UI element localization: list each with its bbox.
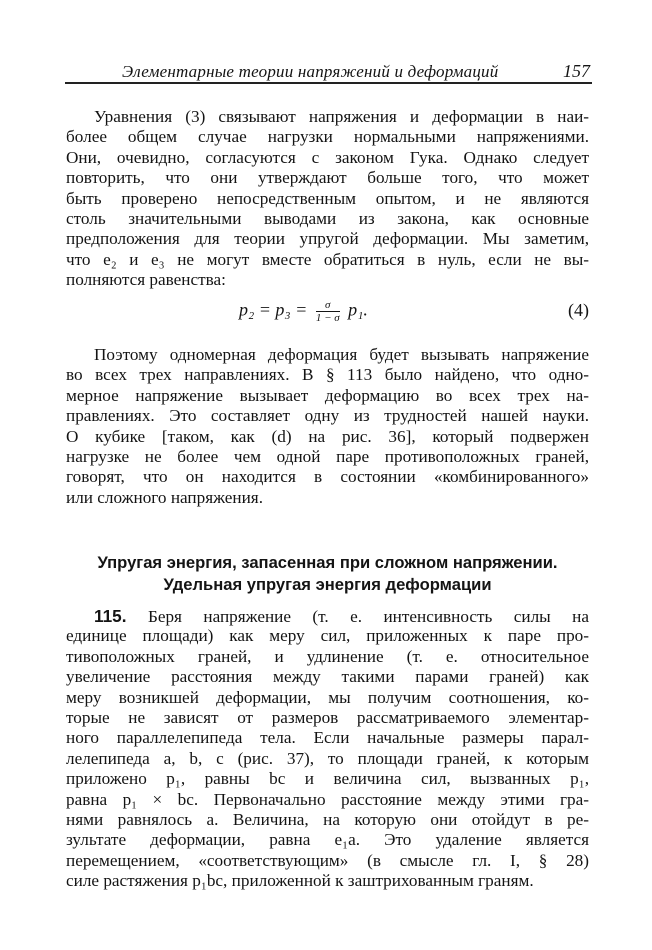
text-line: или сложного напряжения. [66,487,263,507]
text-line: мерное напряжение вызывает деформацию во всех трех на- [66,385,589,405]
heading-line: Удельная упругая энергия деформации [163,575,492,594]
text-line: нями равнялось a. Величина, на которую они отойдут в ре- [66,809,589,829]
section-number: 115. [94,606,127,626]
text-line: приложено p₁, равны bc и величина сил, вызванных p₁, [66,769,589,789]
text-line: Они, очевидно, согласуются с законом Гука. Однако следует [66,147,589,167]
text-line: О кубике [таком, как (d) на рис. 36], который подвержен [66,426,589,446]
fraction-denominator: 1 − σ [315,312,340,324]
equation-number: (4) [568,300,589,320]
text-line: увеличение расстояния между такими парами граней) как [66,667,589,687]
text-line: что e₂ и e₃ не могут вместе обратиться в нуль, если не вы- [66,249,589,269]
running-title: Элементарные теории напряжений и деформаций [122,62,499,81]
equation-4 [66,294,589,332]
text-line: быть проверено непосредственным опытом, и не являются [66,188,589,208]
text-line: нагрузке не более чем одной паре противоположных граней, [66,446,589,466]
paragraph-2 [66,345,589,508]
text-line: говорят, что он находится в состоянии «комбинированного» [66,467,589,487]
equation-fraction [316,299,340,324]
text-line: перемещением, «соответствующим» (в смысле гл. I, § 28) [66,850,589,870]
text-line: Уравнения (3) связывают напряжения и деформации в наи- [94,107,589,126]
equation-lhs: p₂ = p₃ = [239,299,308,320]
text-line: тивоположных граней, и удлинение (т. е. относительное [66,646,589,666]
text-line: предположения для теории упругой деформации. Мы заметим, [66,229,589,249]
text-line: меру возникшей деформации, мы получим соотношения, ко- [66,687,589,707]
text-line: силе растяжения p₁bc, приложенной к заштрихованным граням. [66,871,534,891]
text-line: более общем случае нагрузки нормальными напряжениями. [66,127,589,147]
text-line-content: Беря напряжение (т. е. интенсивность силы на [147,607,589,626]
text-line: торые не зависят от размеров рассматриваемого элементар- [66,707,589,727]
page-number: 157 [563,61,590,81]
text-line: полняются равенства: [66,270,226,290]
text-line: Поэтому одномерная деформация будет вызывать напряжение [94,345,589,364]
equation-rhs: p₁. [348,299,368,320]
heading-line: Упругая энергия, запасенная при сложном напряжении. [97,553,558,572]
fraction-numerator: σ [316,299,340,312]
text-line: зультате деформации, равна e₁a. Это удаление является [66,830,589,850]
section-heading [66,552,589,596]
text-line: единице площади) как меру сил, приложенных к паре про- [66,626,589,646]
equation-expression [239,299,368,324]
text-line: ного параллелепипеда тела. Если начальные размеры парал- [66,728,589,748]
text-line: повторить, что они утверждают больше того, что может [66,168,589,188]
paragraph-3 [66,606,589,891]
text-line: во всех трех направлениях. В § 113 было найдено, что одно- [66,365,589,385]
text-line: равна p₁ × bc. Первоначально расстояние между этими гра- [66,789,589,809]
paragraph-1 [66,107,589,291]
text-line: столь значительными выводами из закона, как основные [66,208,589,228]
text-line: лелепипеда a, b, c (рис. 37), то площади граней, к которым [66,748,589,768]
text-line: правлениях. Это составляет одну из трудностей нашей науки. [66,406,589,426]
text-line [66,606,589,626]
running-header [65,59,592,85]
header-rule [65,82,592,84]
